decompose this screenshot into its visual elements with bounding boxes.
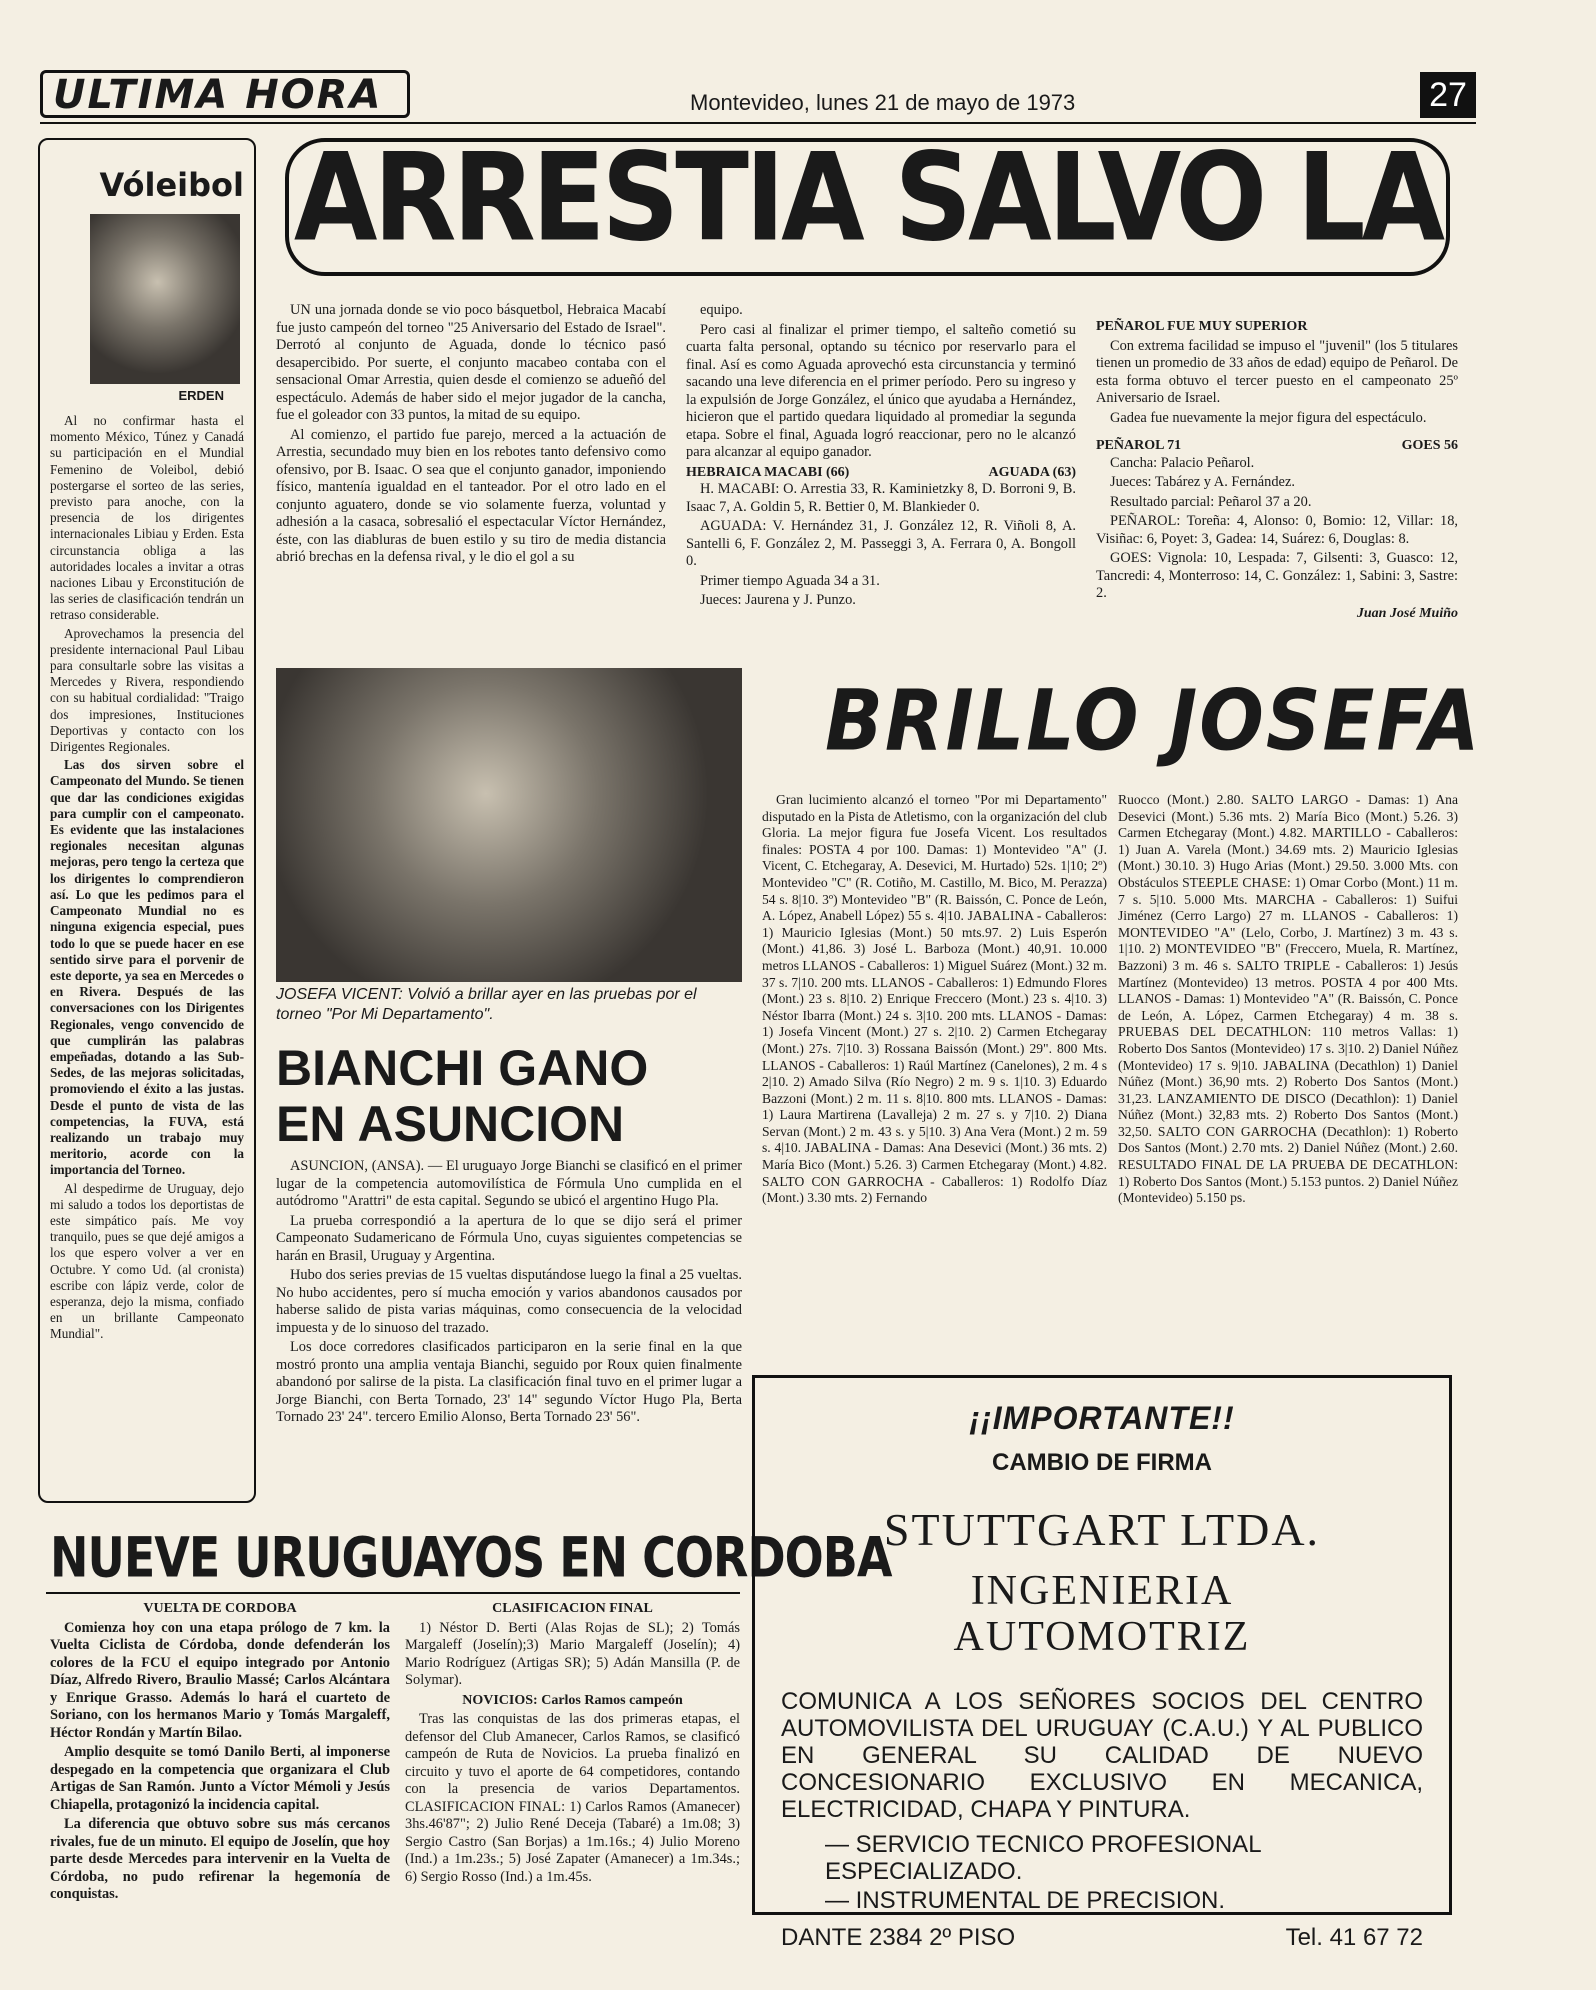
bianchi-paragraph: La prueba correspondió a la apertura de lo que se dijo será el primer Campeonato Sudamericano de Fórmula Uno, cuyas siguientes competencias se harán en Brasil, Uruguay y Argentina. — [276, 1212, 742, 1264]
penarol-detail: Cancha: Palacio Peñarol. — [1110, 454, 1255, 471]
bianchi-headline-line1: BIANCHI GANO — [276, 1040, 649, 1096]
cordoba-rule — [46, 1592, 740, 1594]
cordoba-list: 1) Néstor D. Berti (Alas Rojas de SL); 2) Tomás Margaleff (Joselín);3) Mario Margaleff (Joselín); 4) Mario Rodríguez (Artigas SR); 5) Adán Mansilla (P. de Solymar). — [405, 1619, 740, 1688]
erden-photo — [90, 214, 240, 384]
novicios-heading: NOVICIOS: Carlos Ramos campeón — [462, 1692, 683, 1708]
main-headline-box — [285, 138, 1450, 276]
sidebar-paragraph: Al despedirme de Uruguay, dejo mi saludo a todos los deportistas de este simpático país. Me voy tranquilo, pues se que dejé amigos a los que espero volver a ver en Octubre. Y como Ud. (al cronista) escribe con lápiz verde, color de esperanza, dejo la misma, confiado en un brillante Campeonato Mundial". — [50, 1180, 244, 1342]
ad-phone: Tel. 41 67 72 — [1285, 1924, 1423, 1951]
novicios-text: Tras las conquistas de las dos primeras etapas, el defensor del Club Amanecer, Carlos Ramos, se clasificó campeón de Ruta de Novicios. La prueba finalizó en circuito y tuvo el aporte de 64 competidores, contando con la presencia de varios Departamentos. CLASIFICACION FINAL: 1) Carlos Ramos (Amanecer) 3hs.46'87"; 2) Julio René Deceja (Tabaré) a 1m.08; 3) Sergio Castro (San Borjas) a 1m.16s.; 4) Julio Moreno (Ind.) a 1m.23s.; 5) José Zapater (Amanecer) a 1m.34s.; 6) Sergio Rosso (Ind.) a 1m.45s. — [405, 1711, 740, 1885]
ad-address: DANTE 2384 2º PISO — [781, 1924, 1016, 1951]
ad-service1: — SERVICIO TECNICO PROFESIONAL ESPECIALIZADO. — [825, 1831, 1261, 1885]
cordoba-col1 — [50, 1600, 390, 1906]
bianchi-paragraph: ASUNCION, (ANSA). — El uruguayo Jorge Bianchi se clasificó en el primer lugar de la competencia automovilística de Fórmula Uno cumplida en el autódromo "Arattri" de esta capital. Segundo se ubicó el argentino Hugo Pla. — [276, 1158, 742, 1209]
brillo-text: Ruocco (Mont.) 2.80. SALTO LARGO - Damas: 1) Ana Desevici (Mont.) 5.36 mts. 2) María Bico (Mont.) 5.26. 3) Carmen Etchegaray (Mont.) 4.82. MARTILLO - Caballeros: 1) Juan A. Varela (Mont.) 34.69 mts. 2) Mauricio Iglesias (Mont.) 30.10. 3) Hugo Arias (Mont.) 29.50. 3.000 Mts. con Obstáculos STEEPLE CHASE: 1) Omar Corbo (Mont.) 11 m. 7 s. 5|10. 5.000 Mts. MARCHA - Caballeros: 1) Suifui Jiménez (Cerro Largo) 27 m. LLANOS - Caballeros: 1) MONTEVIDEO "A" (Lelo, Corbo, J. Martínez) 3 m. 43 s. 1|10. 2) MONTEVIDEO "B" (Freccero, Muela, R. Martínez, Bazzoni) 3 m. 46 s. SALTO TRIPLE - Caballeros: 1) Jesús Martínez (Montevideo) 13 metros. POSTA 4 por 400 Mts. LLANOS - Damas: 1) Montevideo "A" (R. Baissón, C. Ponce de León, A. López, Carmen Etchegaray) 4 m. 38 s. PRUEBAS DEL DECATHLON: 110 metros Vallas: 1) Roberto Dos Santos (Montevideo) 17 s. 3|10. 2) Daniel Núñez (Montevideo) 17 s. 9|10. JABALINA (Decathlon) 1) Daniel Núñez (Mont.) 36,90 mts. 2) Roberto Dos Santos (Mont.) 31,23. LANZAMIENTO DE DISCO (Decathlon): 1) Daniel Núñez (Mont.) 32,83 mts. 2) Roberto Dos Santos (Mont.) 32,50. SALTO CON GARROCHA (Decathlon): 1) Roberto Dos Santos (Mont.) 2.70 mts. 2) Daniel Núñez (Mont.) 2.60. RESULTADO FINAL DE LA PRUEBA DE DECATHLON: 1) Roberto Dos Santos (Mont.) 5.153 puntos. 2) Daniel Núñez (Montevideo) 5.150 ps. — [1118, 792, 1458, 1206]
sidebar-voleibol — [38, 138, 256, 1503]
penarol-detail: PEÑAROL: Toreña: 4, Alonso: 0, Bomio: 12, Villar: 18, Visiñac: 6, Poyet: 3, Gadea: 14, Suárez: 6, Douglas: 8. — [1096, 513, 1458, 547]
stuttgart-advertisement — [752, 1375, 1452, 1951]
bianchi-headline — [276, 1040, 716, 1152]
ad-cambio: CAMBIO DE FIRMA — [992, 1449, 1212, 1476]
bianchi-paragraph: Hubo dos series previas de 15 vueltas disputándose luego la final a 25 vueltas. No hubo accidentes, pero sí mucha emoción y varios abandonos causados por haberse salido de pista varias máquinas, como consecuencia de la velocidad impuesta y de lo sinuoso del trazado. — [276, 1267, 742, 1336]
score-detail: Primer tiempo Aguada 34 a 31. — [700, 572, 880, 589]
ad-footer — [781, 1924, 1423, 1952]
cordoba-col2 — [405, 1600, 740, 1888]
brillo-headline: BRILLO JOSEFA — [825, 671, 1482, 770]
ad-company: STUTTGART LTDA. — [883, 1504, 1321, 1555]
brillo-col1 — [762, 792, 1107, 1209]
penarol-paragraph: Gadea fue nuevamente la mejor figura del espectáculo. — [1110, 409, 1427, 426]
score-goes: GOES 56 — [1401, 438, 1458, 453]
score-home: HEBRAICA MACABI (66) — [686, 464, 850, 480]
josefa-photo-caption: JOSEFA VICENT: Volvió a brillar ayer en las pruebas por el torneo "Por Mi Departamento". — [276, 986, 697, 1023]
penarol-heading: PEÑAROL FUE MUY SUPERIOR — [1096, 319, 1308, 334]
cordoba-col2-heading: CLASIFICACION FINAL — [492, 1601, 653, 1616]
ad-importante: ¡¡IMPORTANTE!! — [969, 1400, 1235, 1436]
lead-paragraph: UN una jornada donde se vio poco básquetbol, Hebraica Macabí fue justo campeón del torneo "25 Aniversario del Estado de Israel". Derrotó al conjunto de Aguada, donde lo técnico pasó desapercibido. Por suerte, el conjunto macabeo contaba con el sensacional Omar Arrestia, quien desde el comienzo se adueñó del espectáculo. Además de haber sido el mejor jugador de la cancha, fue el goleador con 33 puntos, la mitad de su equipo. — [276, 302, 666, 423]
section-label: Vóleibol — [99, 166, 244, 204]
bianchi-paragraph: Los doce corredores clasificados participaron en la serie final en la que mostró pronto una amplia ventaja Bianchi, seguido por Roux quien finalmente abandonó por salirse de la pista. La clasificación final tuvo en el primer lugar a Jorge Bianchi, con Berta Tornado, 23' 14" segundo Víctor Hugo Pla, Berta Tornado 23' 24". tercero Emilio Alonso, Berta Tornado 23' 56". — [276, 1339, 742, 1425]
bianchi-body — [276, 1158, 742, 1429]
bianchi-headline-line2: EN ASUNCION — [276, 1096, 625, 1152]
brillo-text: Gran lucimiento alcanzó el torneo "Por mi Departamento" disputado en la Pista de Atletismo, con la organización del club Gloria. La mejor figura fue Josefa Vicent. Los resultados finales: POSTA 4 por 100. Damas: 1) Montevideo "A" (J. Vicent, C. Etchegaray, A. Desevici, M. Hurtado) 52s. 1|10; 2º) Montevideo "C" (R. Cotiño, M. Castillo, M. Bico, M. Perazza) 54 s. 8|10. 3º) Montevideo "B" (R. Baissón, C. Ponce de León, A. López, Anabell López) 55 s. 4|10. JABALINA - Caballeros: 1) Mauricio Iglesias (Mont.) 50 mts.97. 2) Luis Esperón (Mont.) 41,86. 3) José L. Barboza (Mont.) 40,91. 10.000 metros LLANOS - Caballeros: 1) Miguel Suárez (Mont.) 32 m. 37 s. 7|10. 200 mts. LLANOS - Caballeros: 1) Edmundo Flores (Mont.) 23 s. 8|10. 2) Enrique Freccero (Mont.) 23 s. 4|10. 3) Néstor Ibarra (Mont.) 24 s. 3|10. 200 mts. LLANOS - Damas: 1) Josefa Vincent (Mont.) 27 s. 2|10. 2) Carmen Etchegaray (Mont.) 27s. 7|10. 3) Rossana Baissón (Mont.) 29". 800 Mts. LLANOS - Caballeros: 1) Raúl Martínez (Canelones), 2 m. 4 s 2|10. 2) Amado Silva (Río Negro) 2 m. 9 s. 1|10. 3) Eduardo Bazzoni (Mont.) 2 m. 11 s. 8|10. 800 mts. LLANOS - Damas: 1) Laura Martirena (Lavalleja) 2 m. 27 s. y 7|10. 2) Diana Servan (Mont.) 2 m. 43 s. y 5|10. 3) Ana Vera (Mont.) 2 m. 59 s. 4|10. JABALINA - Damas: Ana Desevici (Mont.) 36 mts. 2) María Bico (Mont.) 5.26. 3) Carmen Etchegaray (Mont.) 4.82. SALTO CON GARROCHA - Caballeros: 1) Rodolfo Díaz (Mont.) 3.30 mts. 2) Fernando — [762, 792, 1107, 1206]
score-penarol: PEÑAROL 71 — [1096, 438, 1182, 453]
cordoba-paragraph: Comienza hoy con una etapa prólogo de 7 km. la Vuelta Ciclista de Córdoba, donde defenderán los colores de la FCU el equipo integrado por Antonio Díaz, Alfredo Rivero, Braulio Massé; Carlos Alcántara y Enrique Grasso. Además lo hará el cuarteto de Soriano, con los hermanos Mario y Tomás Margaleff, Héctor Rondán y Martín Bilao. — [50, 1619, 390, 1741]
brillo-col2 — [1118, 792, 1458, 1209]
penarol-paragraph: Con extrema facilidad se impuso el "juvenil" (los 5 titulares tienen un promedio de 33 años de edad) equipo de Peñarol. De esta forma obtuvo el tercer puesto en el campeonato 25º Aniversario de Israel. — [1096, 337, 1458, 406]
dateline: Montevideo, lunes 21 de mayo de 1973 — [690, 90, 1076, 115]
penarol-detail: GOES: Vignola: 10, Lespada: 7, Gilsenti: 3, Guasco: 12, Tancredi: 4, Monterroso: 14, C. González: 1, Sabini: 3, Sastre: 2. — [1096, 550, 1458, 601]
byline: Juan José Muiño — [1356, 605, 1458, 621]
penarol-article — [1096, 318, 1458, 622]
ad-service2: — INSTRUMENTAL DE PRECISION. — [825, 1887, 1226, 1914]
penarol-detail: Jueces: Tabárez y A. Fernández. — [1110, 474, 1295, 490]
sidebar-paragraph: Aprovechamos la presencia del presidente internacional Paul Libau para consultarle sobre las visitas a Mercedes y Rivera, respondiendo con su habitual cordialidad: "Traigo dos impresiones, Instituciones Deportivas y contacto con los Dirigentes Regionales. — [50, 625, 244, 755]
lead-paragraph: Pero casi al finalizar el primer tiempo, el salteño cometió su cuarta falta personal, optando su técnico por reservarlo para el final. Así es como Aguada aprovechó esta circunstancia y terminó sacando una leve diferencia en el primer período. Pero su ingreso y la expulsión de Jorge González, el único que ayudaba a Hernández, hicieron que el partido quedara liquidado al promediar la segunda etapa. Sobre el final, Aguada logró reaccionar, pero no le alcanzó para alcanzar al equipo ganador. — [686, 321, 1076, 460]
main-headline: ARRESTIA SALVO LA — [293, 138, 1442, 269]
lead-article-col2 — [686, 302, 1076, 612]
score-detail: H. MACABI: O. Arrestia 33, R. Kaminietzky 8, D. Borroni 9, B. Isaac 7, A. Goldin 5, R. Bettier 0, M. Blankieder 0. — [686, 481, 1076, 515]
score-detail: AGUADA: V. Hernández 31, J. González 12, R. Viñoli 8, A. Santelli 6, F. González 2, M. Passeggi 3, A. Ferrara 0, A. Bongoll 0. — [686, 518, 1076, 569]
score-detail: Jueces: Jaurena y J. Punzo. — [700, 592, 856, 608]
sidebar-paragraph: Las dos sirven sobre el Campeonato del Mundo. Se tienen que dar las condiciones exigidas para cumplir con el campeonato. Es evidente que las instalaciones regionales necesitan algunas mejoras, pero tengo la certeza que los dirigentes lo comprendieron así. Lo que les pedimos para el Campeonato Mundial no es ninguna exigencia especial, pues todo lo que se puede hacer en ese sentido sirve para el porvenir de este deporte, ya sea en Mercedes o en Rivera. Después de las conversaciones con los Dirigentes Regionales, vengo convencido de que cumplirán las palabras empeñadas, dotando a las Sub-Sedes, de las mejoras solicitadas, promoviendo el éxito a las justas. Desde el punto de vista de las competencias, la FUVA, está realizando un trabajo muy meritorio, acorde con la importancia del Torneo. — [50, 757, 244, 1178]
lead-paragraph: equipo. — [700, 302, 743, 318]
lead-paragraph: Al comienzo, el partido fue parejo, merced a la actuación de Arrestia, secundado muy bien en los rebotes tanto defensivo como ofensivo, por B. Isaac. O sea que el conjunto ganador, imponiendo físico, mantenía igualdad en el tanteador. Por el otro lado en el conjunto aguatero, donde se vio solamente fuerza, voluntad y adhesión a la casaca, sobresalió el espectacular Víctor Hernández, éste, con las diabluras de buen estilo y su tiro de media distancia abrió brechas en la defensa rival, y le dio el gol a su — [276, 426, 666, 565]
lead-article-col1 — [276, 302, 666, 569]
ad-line2: AUTOMOTRIZ — [953, 1614, 1251, 1660]
header-rule — [40, 122, 1476, 124]
sidebar-paragraph: Al no confirmar hasta el momento México, Túnez y Canadá su participación en el Mundial Femenino de Voleibol, debió postergarse el sorteo de las series, previsto para anoche, con la presencia de los dirigentes internacionales Libiau y Erden. Esta circunstancia obliga a las autoridades locales a invitar a otras naciones Libau y Erconstitución de las series de clasificación tendrán un retraso considerable. — [50, 413, 244, 623]
score-box — [686, 464, 1076, 482]
penarol-score — [1096, 437, 1458, 455]
score-away: AGUADA (63) — [988, 464, 1076, 480]
erden-caption: ERDEN — [178, 388, 224, 403]
cordoba-col1-heading: VUELTA DE CORDOBA — [143, 1601, 297, 1616]
cordoba-headline: NUEVE URUGUAYOS EN CORDOBA — [50, 1525, 892, 1590]
sidebar-body — [50, 413, 244, 1343]
masthead-logo: ULTIMA HORA — [40, 70, 410, 118]
page-number: 27 — [1420, 72, 1476, 118]
ad-line1: INGENIERIA — [970, 1568, 1234, 1614]
cordoba-paragraph: La diferencia que obtuvo sobre sus más cercanos rivales, fue de un minuto. El equipo de Joselín, que hoy parte desde Mercedes para intervenir en la Vuelta de Córdoba, no pudo refirenar la hegemonía de conquistas. — [50, 1816, 390, 1902]
josefa-vicent-photo — [276, 668, 742, 982]
penarol-detail: Resultado parcial: Peñarol 37 a 20. — [1110, 493, 1312, 510]
cordoba-paragraph: Amplio desquite se tomó Danilo Berti, al imponerse despegado en la competencia que organizara el Club Artigas de San Ramón. Junto a Víctor Mémoli y Jesús Chiapella, protagonizó la incidencia capital. — [50, 1744, 390, 1813]
ad-comunica: COMUNICA A LOS SEÑORES SOCIOS DEL CENTRO AUTOMOVILISTA DEL URUGUAY (C.A.U.) Y AL PUBLICO EN GENERAL SU CALIDAD DE NUEVO CONCESIONARIO EXCLUSIVO EN MECANICA, ELECTRICIDAD, CHAPA Y PINTURA. — [781, 1688, 1423, 1823]
